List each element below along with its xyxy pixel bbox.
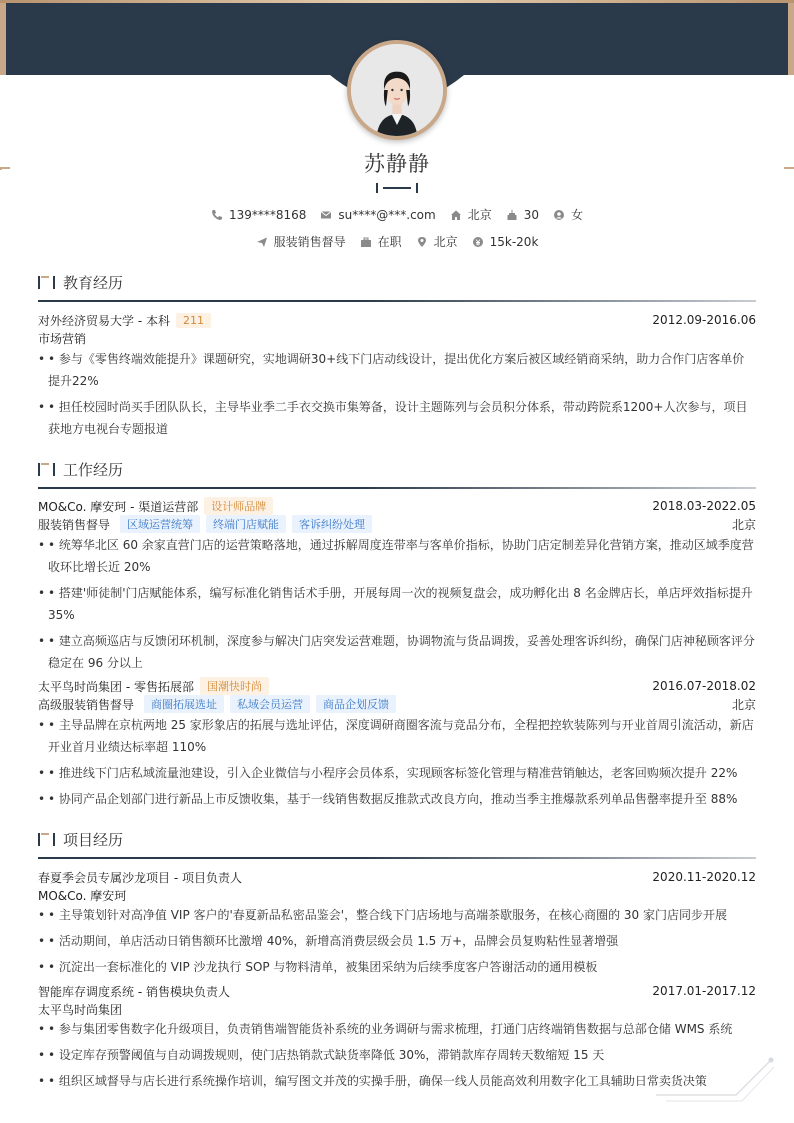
project-title: 项目经历 — [63, 831, 124, 849]
education-entry-head — [38, 311, 756, 329]
company-badge: 设计师品牌 — [204, 497, 273, 515]
work-entry-head — [38, 497, 756, 515]
education-major-row — [38, 329, 756, 347]
age-text: 30 — [523, 207, 540, 222]
section-divider — [38, 300, 756, 302]
section-divider — [38, 487, 756, 489]
section-bracket-icon — [38, 463, 56, 476]
work-city: 北京 — [731, 697, 756, 712]
list-item: • • 参与《零售终端效能提升》课题研究，实地调研30+线下门店动线设计，提出优化方案后被区域经销商采纳，助力合作门店客单价提升22% — [38, 348, 756, 392]
education-date: 2012.09-2016.06 — [652, 313, 756, 327]
city-text: 北京 — [433, 235, 458, 249]
list-item: • • 沉淀出一套标准化的 VIP 沙龙执行 SOP 与物料清单，被集团采纳为后续季度客户答谢活动的通用模板 — [38, 956, 756, 978]
status-item — [360, 233, 402, 250]
school-name: 对外经济贸易大学 - 本科 — [38, 313, 170, 328]
education-section-header — [38, 272, 756, 302]
corner-decoration — [656, 1045, 776, 1105]
project-date: 2020.11-2020.12 — [652, 870, 756, 884]
school-badge: 211 — [176, 313, 211, 328]
money-icon — [472, 236, 484, 248]
list-item: • • 搭建'师徒制'门店赋能体系，编写标准化销售话术手册，开展每周一次的视频复盘会，成功孵化出 8 名金牌店长，单店坪效指标提升 35% — [38, 582, 756, 626]
project-org: MO&Co. 摩安珂 — [38, 888, 127, 903]
section-bracket-icon — [38, 276, 56, 289]
list-item: • • 组织区域督导与店长进行系统操作培训，编写图文并茂的实操手册，确保一线人员能高效利用数字化工具辅助日常卖货决策 — [38, 1070, 756, 1092]
company-name: MO&Co. 摩安珂 - 渠道运营部 — [38, 499, 199, 514]
location-icon — [416, 236, 428, 248]
project-name: 智能库存调度系统 - 销售模块负责人 — [38, 984, 230, 999]
project-entry-head — [38, 982, 756, 1000]
list-item: • • 主导策划针对高净值 VIP 客户的'春夏新品私密品鉴会'，整合线下门店场地与高端茶歇服务，在核心商圈的 30 家门店同步开展 — [38, 904, 756, 926]
job-intent-row — [0, 233, 794, 250]
city-item — [416, 233, 458, 250]
job-title: 服装销售督导 — [38, 517, 111, 532]
list-item: • • 参与集团零售数字化升级项目，负责销售端智能货补系统的业务调研与需求梳理，打通门店终端销售数据与总部仓储 WMS 系统 — [38, 1018, 756, 1040]
home-icon — [450, 209, 462, 221]
salary-item — [472, 233, 539, 250]
work-date: 2016.07-2018.02 — [652, 679, 756, 693]
project-section-header — [38, 829, 756, 859]
work-section-header — [38, 459, 756, 489]
project-org-row — [38, 1000, 756, 1018]
skill-tag: 私域会员运营 — [230, 695, 310, 713]
email-text: su****@***.com — [338, 207, 436, 222]
education-title: 教育经历 — [63, 274, 124, 292]
skill-tag: 客诉纠纷处理 — [292, 515, 372, 533]
list-item: • • 统筹华北区 60 余家直营门店的运营策略落地，通过拆解周度连带率与客单价指标，协助门店定制差异化营销方案，推动区域季度营收环比增长近 20% — [38, 534, 756, 578]
project-date: 2017.01-2017.12 — [652, 984, 756, 998]
project-entry-head — [38, 868, 756, 886]
hometown-text: 北京 — [467, 208, 492, 222]
list-item: • • 活动期间，单店活动日销售额环比激增 40%，新增高消费层级会员 1.5 万+，品牌会员复购粘性显著增强 — [38, 930, 756, 952]
status-text: 在职 — [377, 235, 402, 249]
name-divider — [376, 183, 418, 193]
briefcase-icon — [360, 236, 372, 248]
list-item: • • 推进线下门店私域流量池建设，引入企业微信与小程序会员体系，实现顾客标签化管理与精准营销触达，老客回购频次提升 22% — [38, 762, 756, 784]
target-item — [256, 233, 346, 250]
work-city: 北京 — [731, 517, 756, 532]
gender-text: 女 — [571, 208, 584, 222]
user-icon — [553, 209, 565, 221]
gender-item — [553, 206, 583, 223]
cake-icon — [506, 209, 518, 221]
contact-row — [0, 206, 794, 223]
project-name: 春夏季会员专属沙龙项目 - 项目负责人 — [38, 870, 242, 885]
work-title-row — [38, 695, 756, 713]
company-badge: 国潮快时尚 — [200, 677, 269, 695]
avatar — [347, 40, 447, 140]
project-org-row — [38, 886, 756, 904]
phone-text: 139****8168 — [228, 207, 307, 222]
skill-tag: 终端门店赋能 — [206, 515, 286, 533]
skill-tag: 商圈拓展选址 — [144, 695, 224, 713]
send-icon — [256, 236, 268, 248]
list-item: • • 设定库存预警阈值与自动调拨规则，使门店热销款式缺货率降低 30%，滞销款库存周转天数缩短 15 天 — [38, 1044, 756, 1066]
work-date: 2018.03-2022.05 — [652, 499, 756, 513]
age-item — [506, 206, 539, 223]
company-name: 太平鸟时尚集团 - 零售拓展部 — [38, 679, 194, 694]
job-title: 高级服装销售督导 — [38, 697, 135, 712]
email-item — [320, 206, 435, 223]
section-divider — [38, 857, 756, 859]
list-item: • • 协同产品企划部门进行新品上市反馈收集，基于一线销售数据反推款式改良方向，推动当季主推爆款系列单品售罄率提升至 88% — [38, 788, 756, 810]
skill-tag: 区域运营统筹 — [120, 515, 200, 533]
phone-icon — [211, 209, 223, 221]
section-bracket-icon — [38, 833, 56, 846]
list-item: • • 担任校园时尚买手团队队长，主导毕业季二手衣交换市集筹备，设计主题陈列与会员积分体系，带动跨院系1200+人次参与，项目获地方电视台专题报道 — [38, 396, 756, 440]
major: 市场营销 — [38, 331, 87, 346]
skill-tag: 商品企划反馈 — [316, 695, 396, 713]
hometown-item — [450, 206, 492, 223]
candidate-name: 苏静静 — [364, 152, 430, 176]
work-title: 工作经历 — [63, 461, 124, 479]
phone-item — [211, 206, 306, 223]
job-target-text: 服装销售督导 — [273, 235, 346, 249]
work-entry-head — [38, 677, 756, 695]
portrait-icon — [351, 44, 443, 136]
salary-text: 15k-20k — [489, 234, 539, 249]
work-title-row — [38, 515, 756, 533]
mail-icon — [320, 209, 332, 221]
list-item: • • 主导品牌在京杭两地 25 家形象店的拓展与选址评估，深度调研商圈客流与竞品分布，全程把控软装陈列与开业首周引流活动，新店开业首月业绩达标率超 110% — [38, 714, 756, 758]
list-item: • • 建立高频巡店与反馈闭环机制，深度参与解决门店突发运营难题，协调物流与货品调拨，妥善处理客诉纠纷，确保门店神秘顾客评分稳定在 96 分以上 — [38, 630, 756, 674]
project-org: 太平鸟时尚集团 — [38, 1002, 123, 1017]
